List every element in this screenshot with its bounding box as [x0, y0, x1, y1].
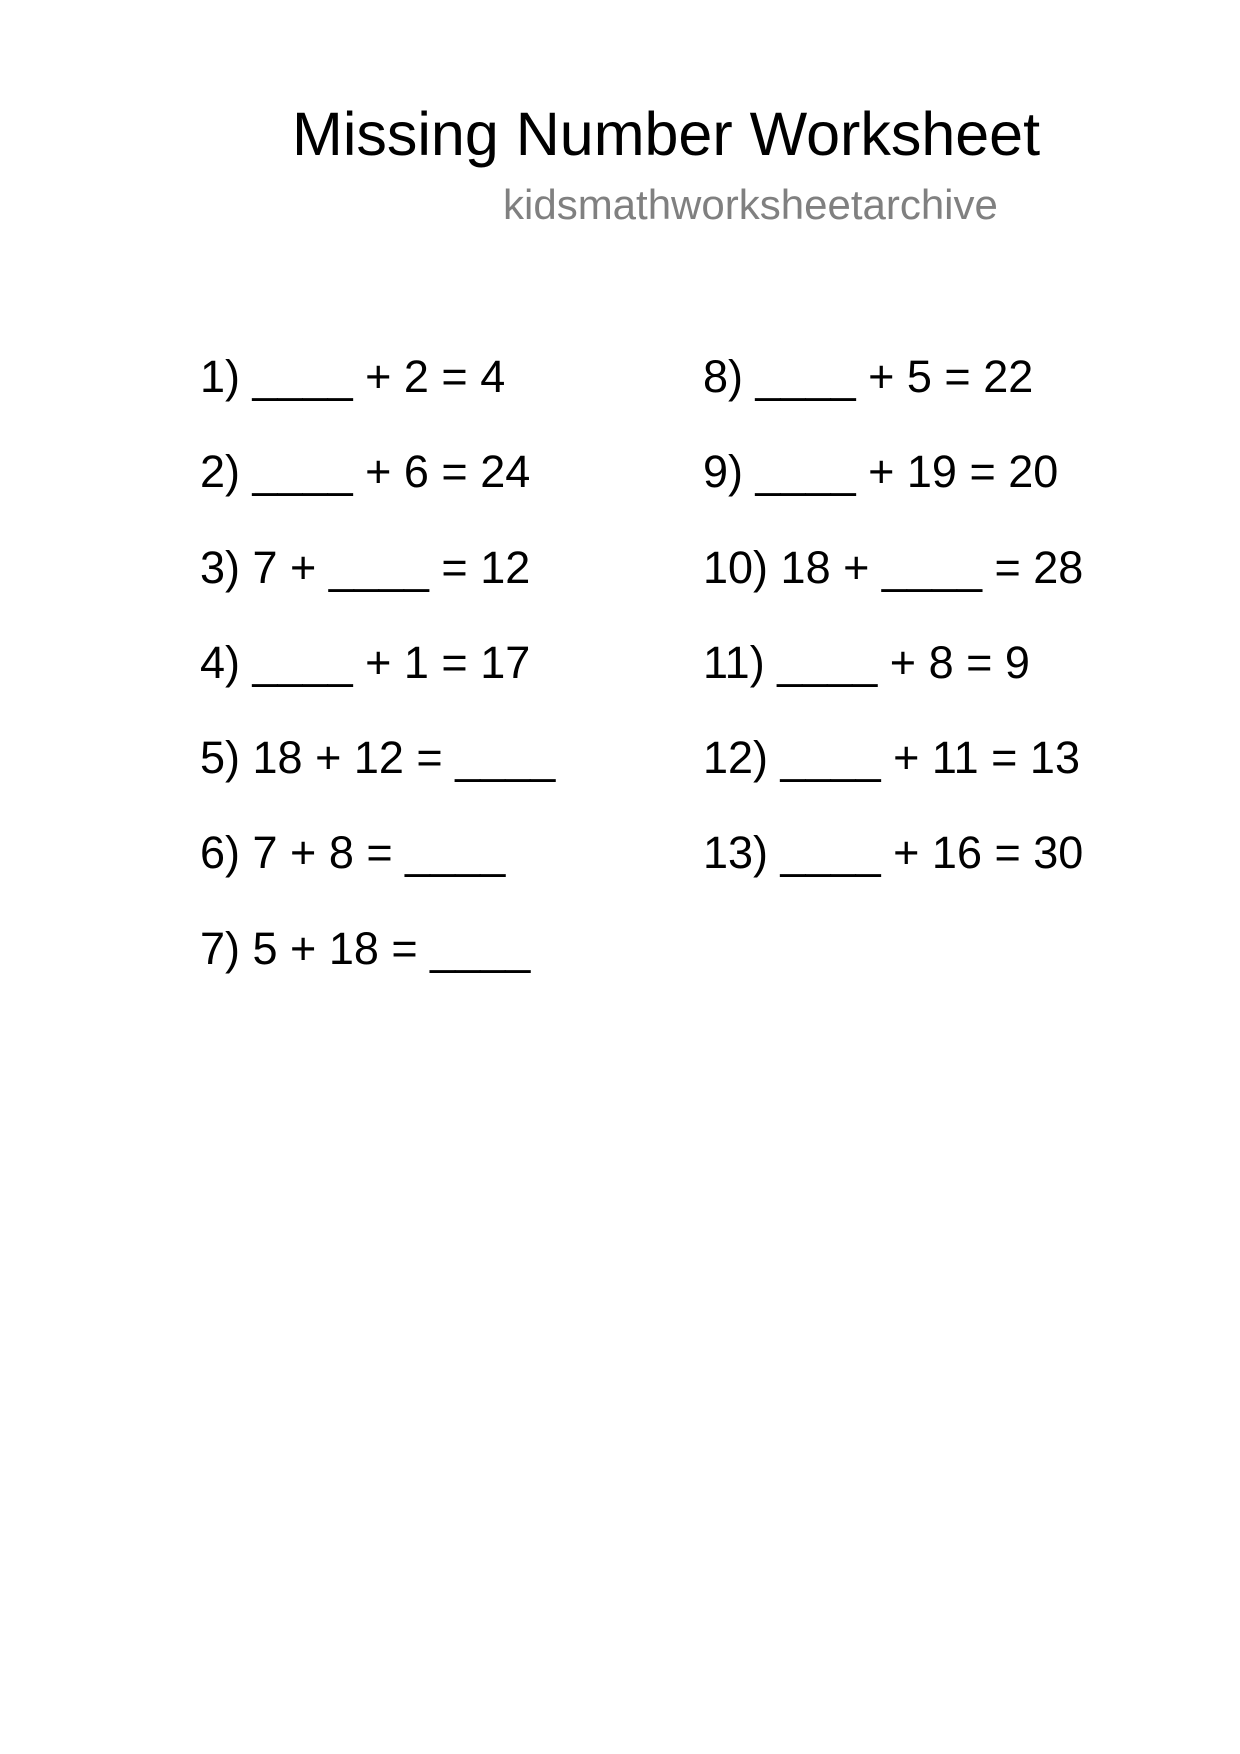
problem-8: 8) ____ + 5 = 22 — [703, 351, 1034, 402]
problem-column-left — [200, 350, 555, 1017]
problem-1: 1) ____ + 2 = 4 — [200, 351, 506, 402]
problem-5: 5) 18 + 12 = ____ — [200, 732, 556, 784]
problem-12: 12) ____ + 11 = 13 — [703, 732, 1080, 784]
problem-4: 4) ____ + 1 = 17 — [200, 636, 531, 688]
problem-9: 9) ____ + 19 = 20 — [703, 446, 1059, 498]
problem-column-right — [703, 350, 1083, 922]
problem-6: 6) 7 + 8 = ____ — [200, 827, 506, 879]
problem-2: 2) ____ + 6 = 24 — [200, 446, 531, 498]
worksheet-source: kidsmathworksheetarchive — [503, 181, 998, 228]
problem-7: 7) 5 + 18 = ____ — [200, 922, 531, 974]
problem-10: 10) 18 + ____ = 28 — [703, 541, 1084, 593]
problem-11: 11) ____ + 8 = 9 — [703, 636, 1030, 688]
worksheet-title: Missing Number Worksheet — [292, 100, 1041, 168]
problem-3: 3) 7 + ____ = 12 — [200, 541, 531, 593]
problem-13: 13) ____ + 16 = 30 — [703, 827, 1084, 879]
